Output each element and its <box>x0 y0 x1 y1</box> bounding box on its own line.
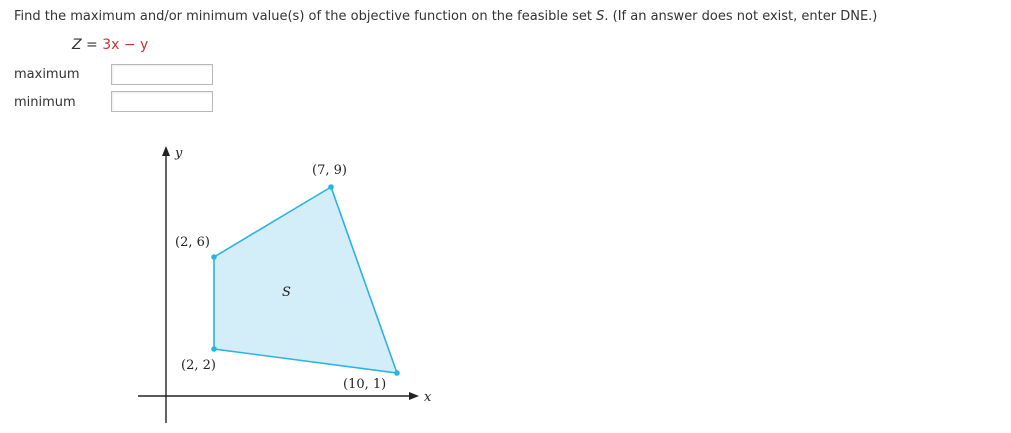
objective-expression: 3x − y <box>102 37 149 53</box>
prompt-text-end: . (If an answer does not exist, enter DNE.) <box>604 9 878 24</box>
vertex-point-7-9 <box>328 184 334 190</box>
y-axis-arrow-icon <box>162 146 170 156</box>
vertex-label-2-6: (2, 6) <box>175 235 210 250</box>
objective-variable: Z <box>72 37 82 53</box>
vertex-label-10-1: (10, 1) <box>343 377 387 392</box>
x-axis-label: x <box>424 390 432 405</box>
prompt-text-start: Find the maximum and/or minimum value(s) of the objective function on the feasible set <box>14 9 597 24</box>
vertex-point-2-6 <box>211 254 217 260</box>
vertex-label-7-9: (7, 9) <box>312 163 347 178</box>
y-axis-label: y <box>175 146 183 161</box>
x-axis-arrow-icon <box>409 392 419 400</box>
vertex-point-10-1 <box>394 370 400 376</box>
prompt-set-name: S <box>596 9 605 24</box>
objective-equals: = <box>81 37 103 53</box>
feasible-region <box>214 187 397 373</box>
vertex-label-2-2: (2, 2) <box>181 358 216 373</box>
vertex-point-2-2 <box>211 346 217 352</box>
region-label: S <box>282 285 291 300</box>
maximum-label: maximum <box>14 67 80 82</box>
minimum-label: minimum <box>14 95 76 110</box>
